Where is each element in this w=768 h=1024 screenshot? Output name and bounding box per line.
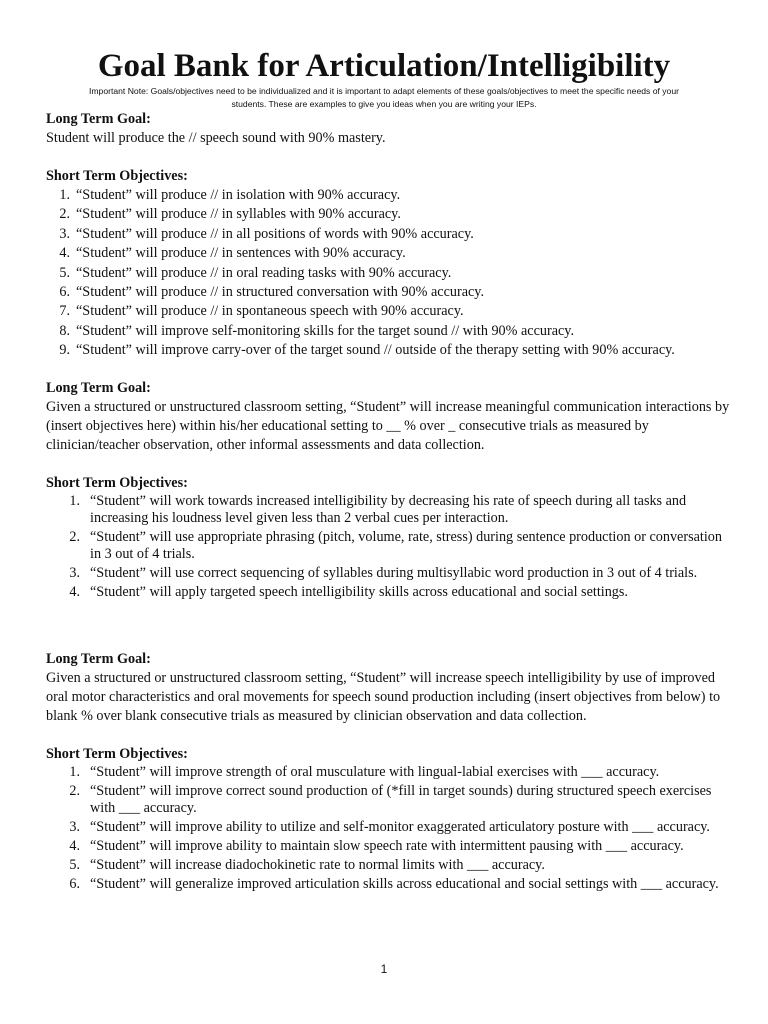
short-term-objectives-heading: Short Term Objectives: <box>46 746 188 762</box>
objective-item: 5. “Student” will produce // in oral reading tasks with 90% accuracy. <box>59 264 452 281</box>
objective-item: 3. “Student” will produce // in all positions of words with 90% accuracy. <box>59 225 474 242</box>
objective-item: 4. “Student” will improve ability to maintain slow speech rate with intermittent pausing with ___ accuracy. <box>69 838 684 854</box>
short-term-objectives-heading: Short Term Objectives: <box>46 475 188 491</box>
objectives-list <box>46 764 736 893</box>
objective-item: 6. “Student” will generalize improved articulation skills across educational and social settings with ___ accuracy. <box>69 876 719 892</box>
objective-item: 2. “Student” will improve correct sound production of (*fill in target sounds) during structured speech exercises with ___ accuracy. <box>69 783 712 816</box>
goal-section-3 <box>46 650 736 895</box>
long-term-goal-text: Given a structured or unstructured classroom setting, “Student” will increase speech intelligibility by use of improved oral motor characteristics and oral movements for speech sound production including (insert objectives from below) to blank % over blank consecutive trials as measured by clinician observation and data collection. <box>46 670 721 724</box>
objective-item: 4. “Student” will produce // in sentences with 90% accuracy. <box>59 245 406 262</box>
objective-item: 6. “Student” will produce // in structured conversation with 90% accuracy. <box>59 284 485 301</box>
objective-item: 3. “Student” will use correct sequencing of syllables during multisyllabic word production in 3 out of 4 trials. <box>69 565 698 581</box>
long-term-goal-text: Given a structured or unstructured classroom setting, “Student” will increase meaningful communication interactions by (insert objectives here) within his/her educational setting to __ % over _ consecutive trials as measured by clinician/teacher observation, other informal assessments and data collection. <box>46 399 730 453</box>
important-note-line-2: students. These are examples to give you ideas when you are writing your IEPs. <box>231 99 537 109</box>
objective-item: 2. “Student” will use appropriate phrasing (pitch, volume, rate, stress) during sentence production or conversation in 3 out of 4 trials. <box>69 529 722 562</box>
objectives-list <box>46 186 736 361</box>
goal-section-2 <box>46 379 736 603</box>
important-note <box>60 85 708 111</box>
objective-item: 1. “Student” will produce // in isolation with 90% accuracy. <box>59 187 401 203</box>
long-term-goal-heading: Long Term Goal: <box>46 651 151 667</box>
important-note-line-1: Important Note: Goals/objectives need to be individualized and it is important to adapt elements of these goals/objectives to meet the specific needs of your <box>89 86 679 96</box>
objective-item: 5. “Student” will increase diadochokinetic rate to normal limits with ___ accuracy. <box>69 857 545 873</box>
objective-item: 3. “Student” will improve ability to utilize and self-monitor exaggerated articulatory posture with ___ accuracy. <box>69 819 710 835</box>
objective-item: 2. “Student” will produce // in syllables with 90% accuracy. <box>59 206 401 223</box>
objectives-list <box>46 493 736 601</box>
long-term-goal-heading: Long Term Goal: <box>46 380 151 396</box>
objective-item: 9. “Student” will improve carry-over of the target sound // outside of the therapy setting with 90% accuracy. <box>59 342 675 359</box>
objective-item: 8. “Student” will improve self-monitoring skills for the target sound // with 90% accuracy. <box>59 322 575 339</box>
goal-section-1 <box>46 110 736 361</box>
long-term-goal-heading: Long Term Goal: <box>46 111 151 127</box>
document-title: Goal Bank for Articulation/Intelligibility <box>97 48 671 84</box>
objective-item: 1. “Student” will improve strength of oral musculature with lingual-labial exercises with ___ accuracy. <box>69 764 660 780</box>
short-term-objectives-heading: Short Term Objectives: <box>46 168 188 184</box>
objective-item: 7. “Student” will produce // in spontaneous speech with 90% accuracy. <box>59 303 464 320</box>
page-number: 1 <box>380 962 388 976</box>
objective-item: 4. “Student” will apply targeted speech intelligibility skills across educational and social settings. <box>69 584 628 600</box>
objective-item: 1. “Student” will work towards increased intelligibility by decreasing his rate of speech during all tasks and increasing his loudness level given less than 2 verbal cues per interaction. <box>69 493 687 526</box>
long-term-goal-text: Student will produce the // speech sound with 90% mastery. <box>46 130 386 146</box>
